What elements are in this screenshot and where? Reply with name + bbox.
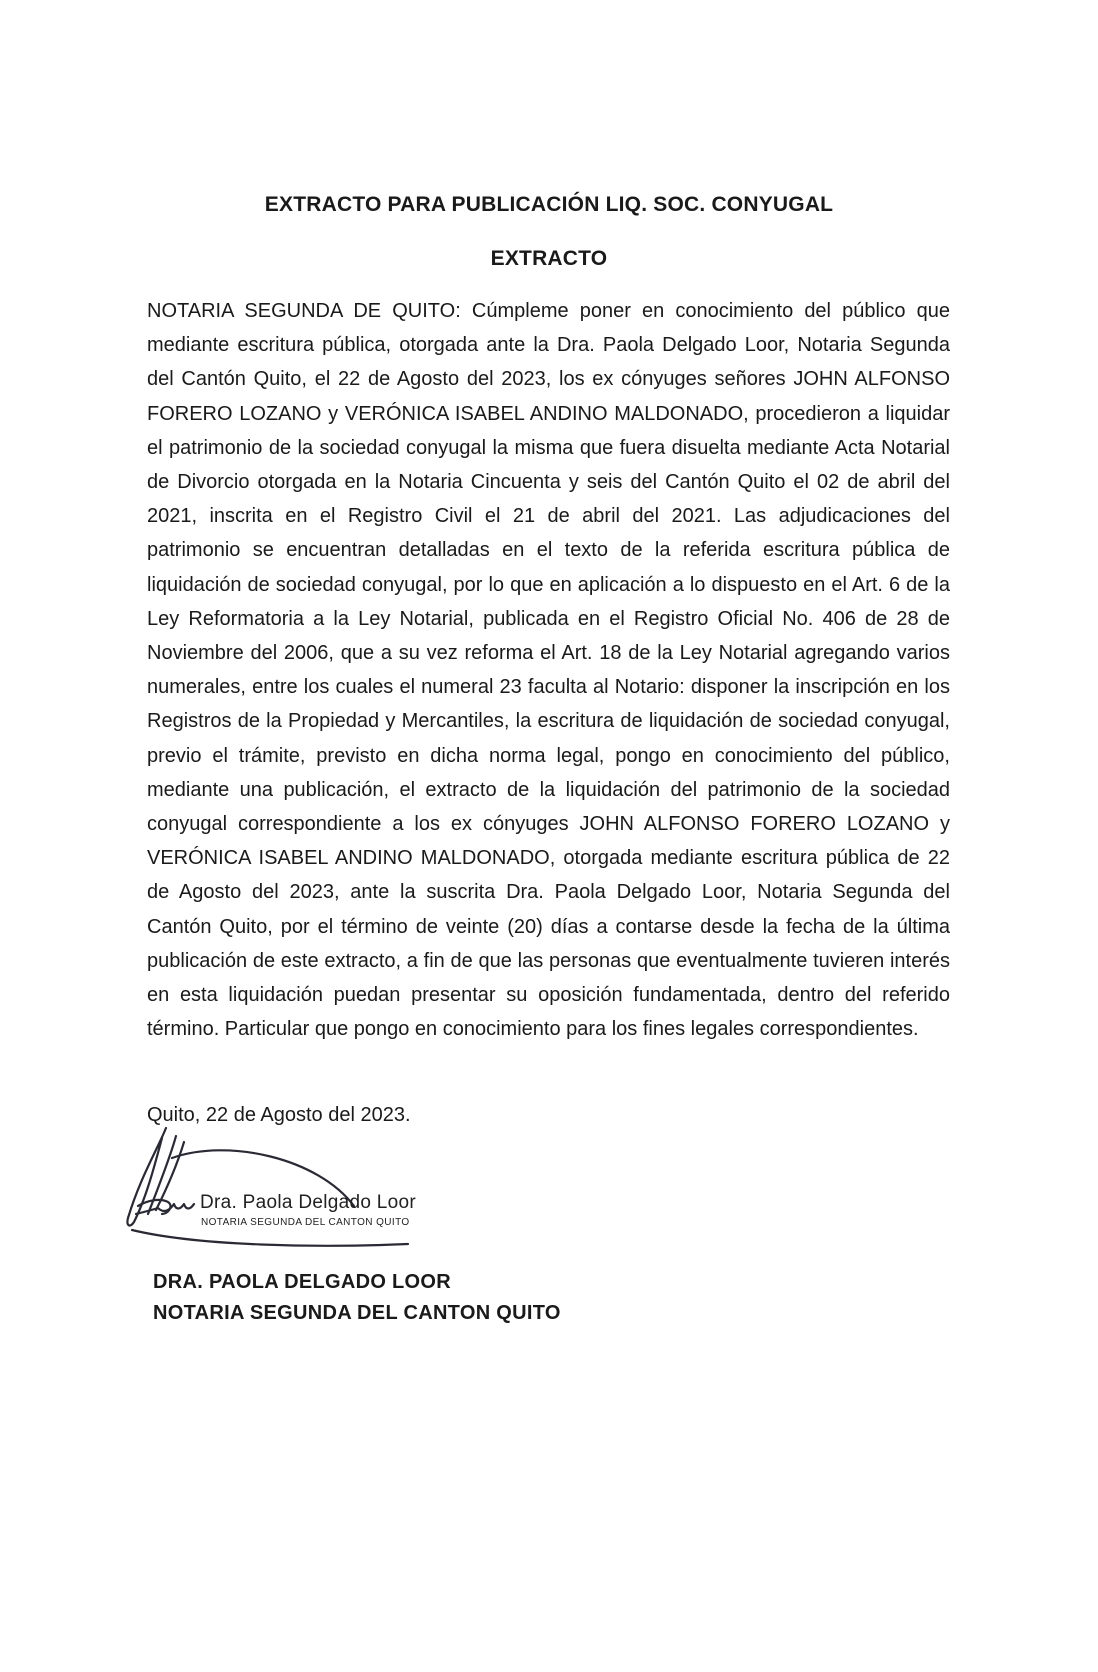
notary-stamp: [118, 1118, 478, 1248]
signer-name: DRA. PAOLA DELGADO LOOR: [153, 1271, 452, 1293]
document-heading: EXTRACTO PARA PUBLICACIÓN LIQ. SOC. CONYUGAL: [264, 193, 834, 216]
document-subheading: EXTRACTO: [490, 247, 608, 270]
handwritten-signature: [118, 1118, 478, 1248]
stamp-office: NOTARIA SEGUNDA DEL CANTON QUITO: [201, 1217, 410, 1228]
body-paragraph: NOTARIA SEGUNDA DE QUITO: Cúmpleme poner en conocimiento del público que mediante escritura pública, otorgada ante la Dra. Paola Delgado Loor, Notaria Segunda del Cantón Quito, el 22 de Agosto del 2023, los ex cónyuges señores JOHN ALFONSO FORERO LOZANO y VERÓNICA ISABEL ANDINO MALDONADO, procedieron a liquidar el patrimonio de la sociedad conyugal la misma que fuera disuelta mediante Acta Notarial de Divorcio otorgada en la Notaria Cincuenta y seis del Cantón Quito el 02 de abril del 2021, inscrita en el Registro Civil el 21 de abril del 2021. Las adjudicaciones del patrimonio se encuentran detalladas en el texto de la referida escritura pública de liquidación de sociedad conyugal, por lo que en aplicación a lo dispuesto en el Art. 6 de la Ley Reformatoria a la Ley Notarial, publicada en el Registro Oficial No. 406 de 28 de Noviembre del 2006, que a su vez reforma el Art. 18 de la Ley Notarial agregando varios numerales, entre los cuales el numeral 23 faculta al Notario: disponer la inscripción en los Registros de la Propiedad y Mercantiles, la escritura de liquidación de sociedad conyugal, previo el trámite, previsto en dicha norma legal, pongo en conocimiento del público, mediante una publicación, el extracto de la liquidación del patrimonio de la sociedad conyugal correspondiente a los ex cónyuges JOHN ALFONSO FORERO LOZANO y VERÓNICA ISABEL ANDINO MALDONADO, otorgada mediante escritura pública de 22 de Agosto del 2023, ante la suscrita Dra. Paola Delgado Loor, Notaria Segunda del Cantón Quito, por el término de veinte (20) días a contarse desde la fecha de la última publicación de este extracto, a fin de que las personas que eventualmente tuvieren interés en esta liquidación puedan presentar su oposición fundamentada, dentro del referido término. Particular que pongo en conocimiento para los fines legales correspondientes.: [147, 300, 950, 1041]
stamp-name: Dra. Paola Delgado Loor: [200, 1192, 417, 1213]
signer-title: NOTARIA SEGUNDA DEL CANTON QUITO: [153, 1302, 561, 1324]
signature-block: [153, 1267, 561, 1329]
place-date: Quito, 22 de Agosto del 2023.: [147, 1104, 411, 1126]
